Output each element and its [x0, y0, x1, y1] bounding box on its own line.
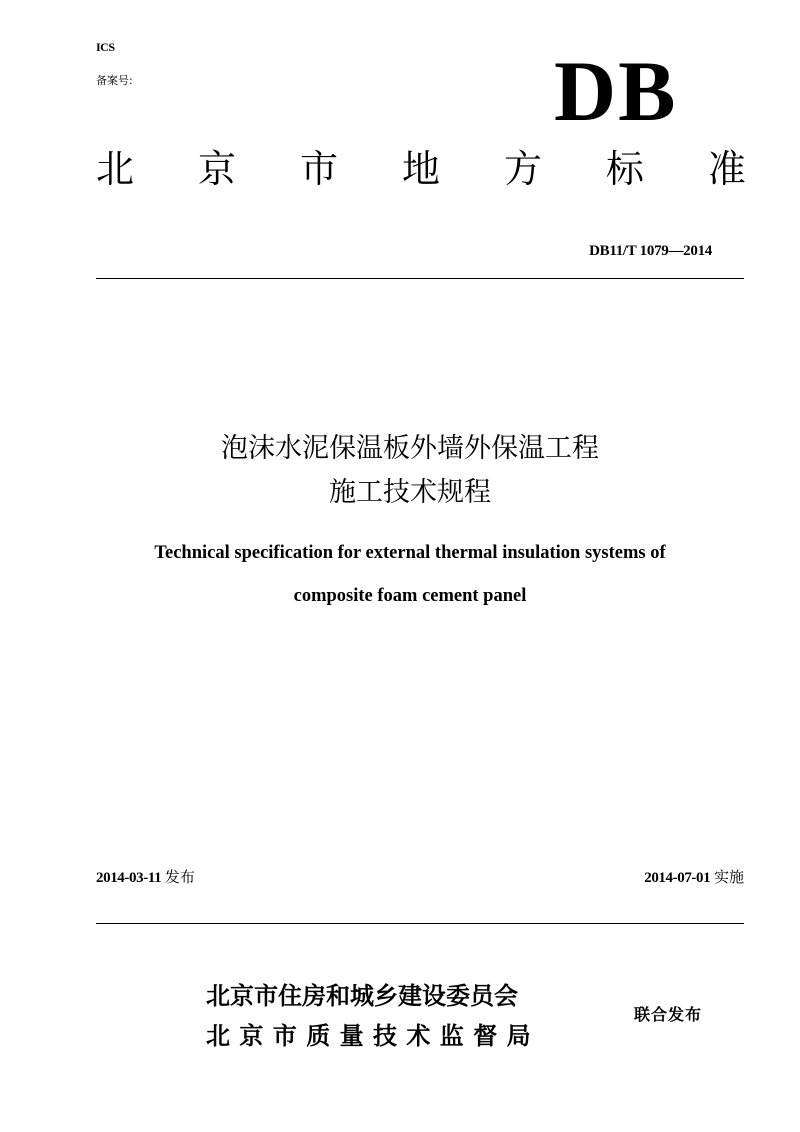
issuer-line1: 北京市住房和城乡建设委员会 [206, 982, 518, 1010]
implement-label: 实施 [713, 868, 744, 886]
standard-type-char: 京 [197, 147, 236, 191]
standard-type-char: 地 [401, 147, 440, 191]
ics-label: ICS [96, 40, 115, 54]
standard-type-heading [96, 146, 746, 192]
db-logo-mark: DB [554, 43, 678, 139]
title-zh-line1: 泡沫水泥保温板外墙外保温工程 [221, 433, 599, 464]
publish-date-line [96, 866, 195, 887]
top-divider [96, 278, 744, 279]
joint-issue-label: 联合发布 [634, 1005, 703, 1024]
title-en-line2: composite foam cement panel [293, 586, 527, 606]
standard-type-char: 方 [503, 147, 542, 191]
standard-type-char: 标 [605, 147, 644, 191]
title-en-line1: Technical specification for external thermal insulation systems of [154, 543, 666, 563]
implement-date: 2014-07-01 [644, 870, 711, 886]
filing-number-label: 备案号: [96, 74, 133, 87]
implement-date-line [644, 866, 744, 887]
standard-type-char: 市 [299, 147, 338, 191]
standard-type-char: 北 [96, 147, 135, 191]
publish-date: 2014-03-11 [96, 870, 162, 886]
issuer-line2: 北京市质量技术监督局 [206, 1022, 540, 1050]
bottom-divider [96, 923, 744, 924]
standard-number: DB11/T 1079—2014 [589, 243, 712, 259]
standard-type-char: 准 [707, 147, 746, 191]
title-zh-line2: 施工技术规程 [329, 477, 491, 508]
publish-label: 发布 [164, 868, 195, 886]
